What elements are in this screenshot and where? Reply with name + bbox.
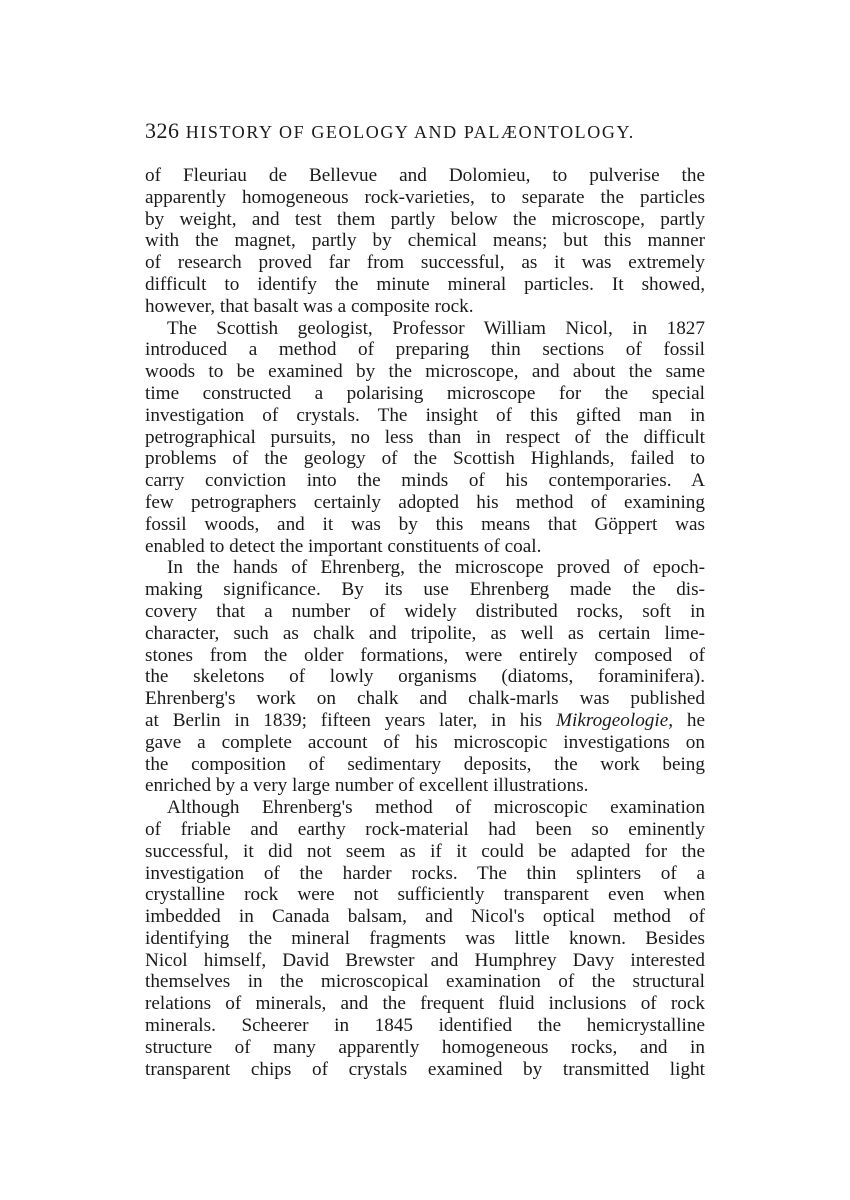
text-line: successful, it did not seem as if it could be adapted for the <box>145 840 705 862</box>
body-text <box>145 165 705 1080</box>
text-line: transparent chips of crystals examined by transmitted light <box>145 1058 705 1080</box>
text-line: with the magnet, partly by chemical means; but this manner <box>145 230 705 252</box>
text-line: the skeletons of lowly organisms (diatoms, foraminifera). <box>145 666 705 688</box>
paragraph-start-line: Although Ehrenberg's method of microscopic examination <box>167 797 705 819</box>
paragraph-start-line: In the hands of Ehrenberg, the microscope proved of epoch- <box>167 557 705 579</box>
text-segment: at Berlin in 1839; fifteen years later, in his <box>145 709 543 731</box>
text-line: Ehrenberg's work on chalk and chalk-marls was published <box>145 688 705 710</box>
text-line-with-italic <box>145 710 705 732</box>
text-line: Nicol himself, David Brewster and Humphrey Davy interested <box>145 949 705 971</box>
italic-title: Mikrogeologie, <box>556 709 674 731</box>
text-line: carry conviction into the minds of his contemporaries. A <box>145 470 705 492</box>
text-line: petrographical pursuits, no less than in respect of the difficult <box>145 426 705 448</box>
text-line: problems of the geology of the Scottish Highlands, failed to <box>145 448 705 470</box>
text-line: the composition of sedimentary deposits, the work being <box>145 753 705 775</box>
text-line: investigation of the harder rocks. The thin splinters of a <box>145 862 705 884</box>
text-line: by weight, and test them partly below the microscope, partly <box>145 208 705 230</box>
text-line: of friable and earthy rock-material had been so eminently <box>145 818 705 840</box>
text-line: apparently homogeneous rock-varieties, to separate the particles <box>145 186 705 208</box>
text-line: difficult to identify the minute mineral particles. It showed, <box>145 273 705 295</box>
text-segment: he <box>673 709 705 731</box>
text-line: introduced a method of preparing thin sections of fossil <box>145 339 705 361</box>
text-line: character, such as chalk and tripolite, as well as certain lime- <box>145 622 705 644</box>
text-line: stones from the older formations, were entirely composed of <box>145 644 705 666</box>
text-line: covery that a number of widely distributed rocks, soft in <box>145 600 705 622</box>
text-line: of research proved far from successful, as it was extremely <box>145 252 705 274</box>
text-line: structure of many apparently homogeneous rocks, and in <box>145 1036 705 1058</box>
text-line: crystalline rock were not sufficiently transparent even when <box>145 884 705 906</box>
text-line: woods to be examined by the microscope, and about the same <box>145 361 705 383</box>
text-line: imbedded in Canada balsam, and Nicol's optical method of <box>145 906 705 928</box>
text-line: investigation of crystals. The insight of this gifted man in <box>145 404 705 426</box>
text-line: enabled to detect the important constituents of coal. <box>145 535 542 557</box>
running-head <box>145 119 715 144</box>
text-line: themselves in the microscopical examination of the structural <box>145 971 705 993</box>
text-line: time constructed a polarising microscope for the special <box>145 382 705 404</box>
text-line: identifying the mineral fragments was little known. Besides <box>145 927 705 949</box>
text-line: gave a complete account of his microscopic investigations on <box>145 731 705 753</box>
text-line: relations of minerals, and the frequent fluid inclusions of rock <box>145 993 705 1015</box>
text-line: however, that basalt was a composite rock. <box>145 295 474 317</box>
paragraph-start-line: The Scottish geologist, Professor William Nicol, in 1827 <box>167 317 705 339</box>
page-number: 326 <box>145 118 180 143</box>
running-title: HISTORY OF GEOLOGY AND PALÆONTOLOGY. <box>185 122 635 142</box>
text-line: fossil woods, and it was by this means that Göppert was <box>145 513 705 535</box>
text-line: of Fleuriau de Bellevue and Dolomieu, to pulverise the <box>145 165 705 186</box>
text-line: enriched by a very large number of excellent illustrations. <box>145 775 589 797</box>
text-line: few petrographers certainly adopted his method of examining <box>145 491 705 513</box>
text-line: minerals. Scheerer in 1845 identified the hemicrystalline <box>145 1015 705 1037</box>
text-line: making significance. By its use Ehrenberg made the dis- <box>145 579 705 601</box>
